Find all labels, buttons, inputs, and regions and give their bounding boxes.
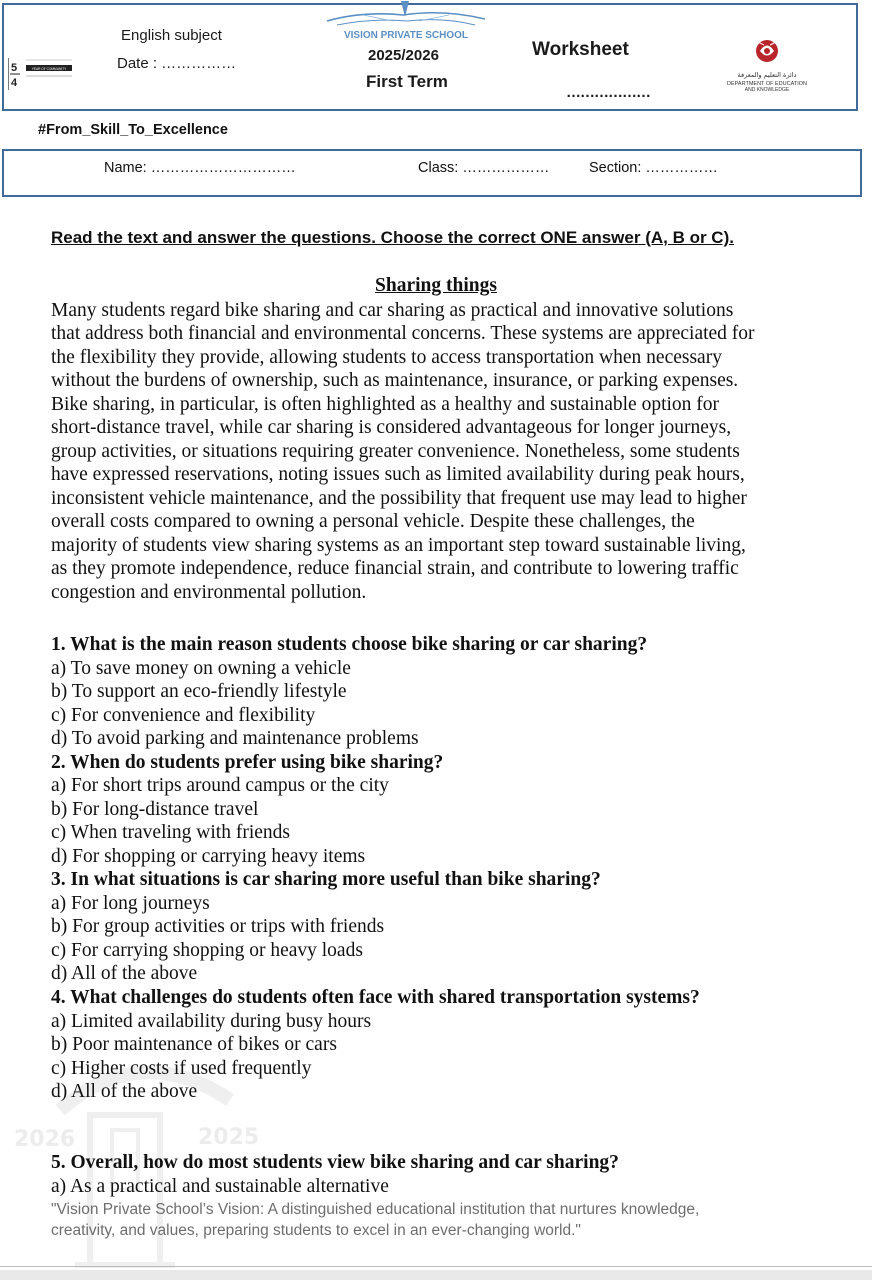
badge-text: YEAR OF COMMUNITY: [31, 67, 67, 71]
department-arabic: دائرة التعليم والمعرفة: [737, 71, 797, 79]
department-english-2: AND KNOWLEDGE: [744, 87, 790, 93]
year-of-community-badge: [8, 56, 74, 92]
school-name: VISION PRIVATE SCHOOL: [343, 30, 469, 41]
watermark-year-right: 2025: [198, 1125, 260, 1150]
question-4: 4. What challenges do students often face with shared transportation systems?: [51, 987, 700, 1008]
bottom-divider: [0, 1266, 872, 1267]
hashtag-motto: #From_Skill_To_Excellence: [38, 122, 228, 138]
class-field: Class: ………………: [418, 160, 550, 176]
passage-line: Bike sharing, in particular, is often highlighted as a healthy and sustainable option for: [51, 393, 720, 415]
vision-statement-line-1: "Vision Private School’s Vision: A distinguished educational institution that nurtures knowledge,: [51, 1201, 700, 1218]
option-4c[interactable]: c) Higher costs if used frequently: [51, 1057, 312, 1079]
passage-line: short-distance travel, while car sharing is considered advantageous for longer journeys,: [51, 417, 732, 438]
bottom-strip: [0, 1270, 872, 1280]
name-field: Name: …………………………: [104, 160, 296, 176]
option-3d[interactable]: d) All of the above: [51, 963, 198, 984]
option-1c[interactable]: c) For convenience and flexibility: [51, 704, 316, 726]
instructions: Read the text and answer the questions. Choose the correct ONE answer (A, B or C).: [51, 228, 734, 247]
passage-line: have expressed reservations, noting issues such as limited availability during peak hours,: [51, 464, 745, 485]
term-label: First Term: [366, 72, 448, 91]
option-4d[interactable]: d) All of the above: [51, 1081, 198, 1102]
option-2a[interactable]: a) For short trips around campus or the city: [51, 775, 389, 796]
option-1b[interactable]: b) To support an eco-friendly lifestyle: [51, 681, 347, 702]
department-of-education-logo: [718, 36, 816, 96]
worksheet-blank: ………………: [566, 84, 650, 101]
question-5: 5. Overall, how do most students view bike sharing and car sharing?: [51, 1152, 619, 1173]
passage-line: group activities, or situations requiring greater convenience. Nonetheless, some students: [51, 440, 740, 462]
department-english: DEPARTMENT OF EDUCATION: [727, 81, 807, 87]
option-4a[interactable]: a) Limited availability during busy hours: [51, 1010, 372, 1032]
subject-label: English subject: [121, 27, 222, 44]
passage-line: overall costs compared to owning a personal vehicle. Despite these challenges, the: [51, 511, 695, 532]
question-1: 1. What is the main reason students choose bike sharing or car sharing?: [51, 634, 648, 655]
section-field: Section: ……………: [589, 160, 718, 176]
option-5a[interactable]: a) As a practical and sustainable alternative: [51, 1175, 389, 1197]
watermark-year-left: 2026: [14, 1127, 76, 1152]
option-2c[interactable]: c) When traveling with friends: [51, 822, 290, 843]
option-4b[interactable]: b) Poor maintenance of bikes or cars: [51, 1034, 337, 1055]
passage-line: without the burdens of ownership, such as maintenance, insurance, or parking expenses.: [51, 370, 739, 391]
badge-number-bottom: 4: [11, 77, 18, 89]
passage-line: congestion and environmental pollution.: [51, 581, 367, 603]
vision-school-logo: [323, 1, 489, 41]
academic-year: 2025/2026: [368, 47, 439, 64]
badge-number-top: 5: [11, 62, 18, 74]
passage-line: the flexibility they provide, allowing students to access transportation when necessary: [51, 346, 722, 368]
passage-line: inconsistent vehicle maintenance, and the possibility that frequent use may lead to higher: [51, 487, 747, 509]
option-3c[interactable]: c) For carrying shopping or heavy loads: [51, 939, 363, 961]
passage-line: majority of students view sharing systems as an important step toward sustainable living,: [51, 534, 746, 556]
question-3: 3. In what situations is car sharing more useful than bike sharing?: [51, 869, 601, 890]
option-2d[interactable]: d) For shopping or carrying heavy items: [51, 845, 366, 867]
date-field: Date : ……………: [117, 55, 237, 72]
option-3b[interactable]: b) For group activities or trips with friends: [51, 916, 385, 937]
passage-title: Sharing things: [375, 275, 497, 296]
question-2: 2. When do students prefer using bike sharing?: [51, 751, 444, 773]
worksheet-title: Worksheet: [532, 39, 629, 60]
passage-line: Many students regard bike sharing and car sharing as practical and innovative solutions: [51, 300, 734, 321]
option-2b[interactable]: b) For long-distance travel: [51, 798, 259, 820]
option-1a[interactable]: a) To save money on owning a vehicle: [51, 657, 351, 679]
vision-statement-line-2: creativity, and values, preparing students to excel in an ever-changing world.": [51, 1222, 581, 1239]
passage-line: that address both financial and environmental concerns. These systems are appreciated for: [51, 323, 755, 344]
option-1d[interactable]: d) To avoid parking and maintenance problems: [51, 728, 419, 749]
option-3a[interactable]: a) For long journeys: [51, 892, 210, 914]
passage-line: as they promote independence, reduce financial strain, and contribute to lowering traffic: [51, 558, 739, 579]
